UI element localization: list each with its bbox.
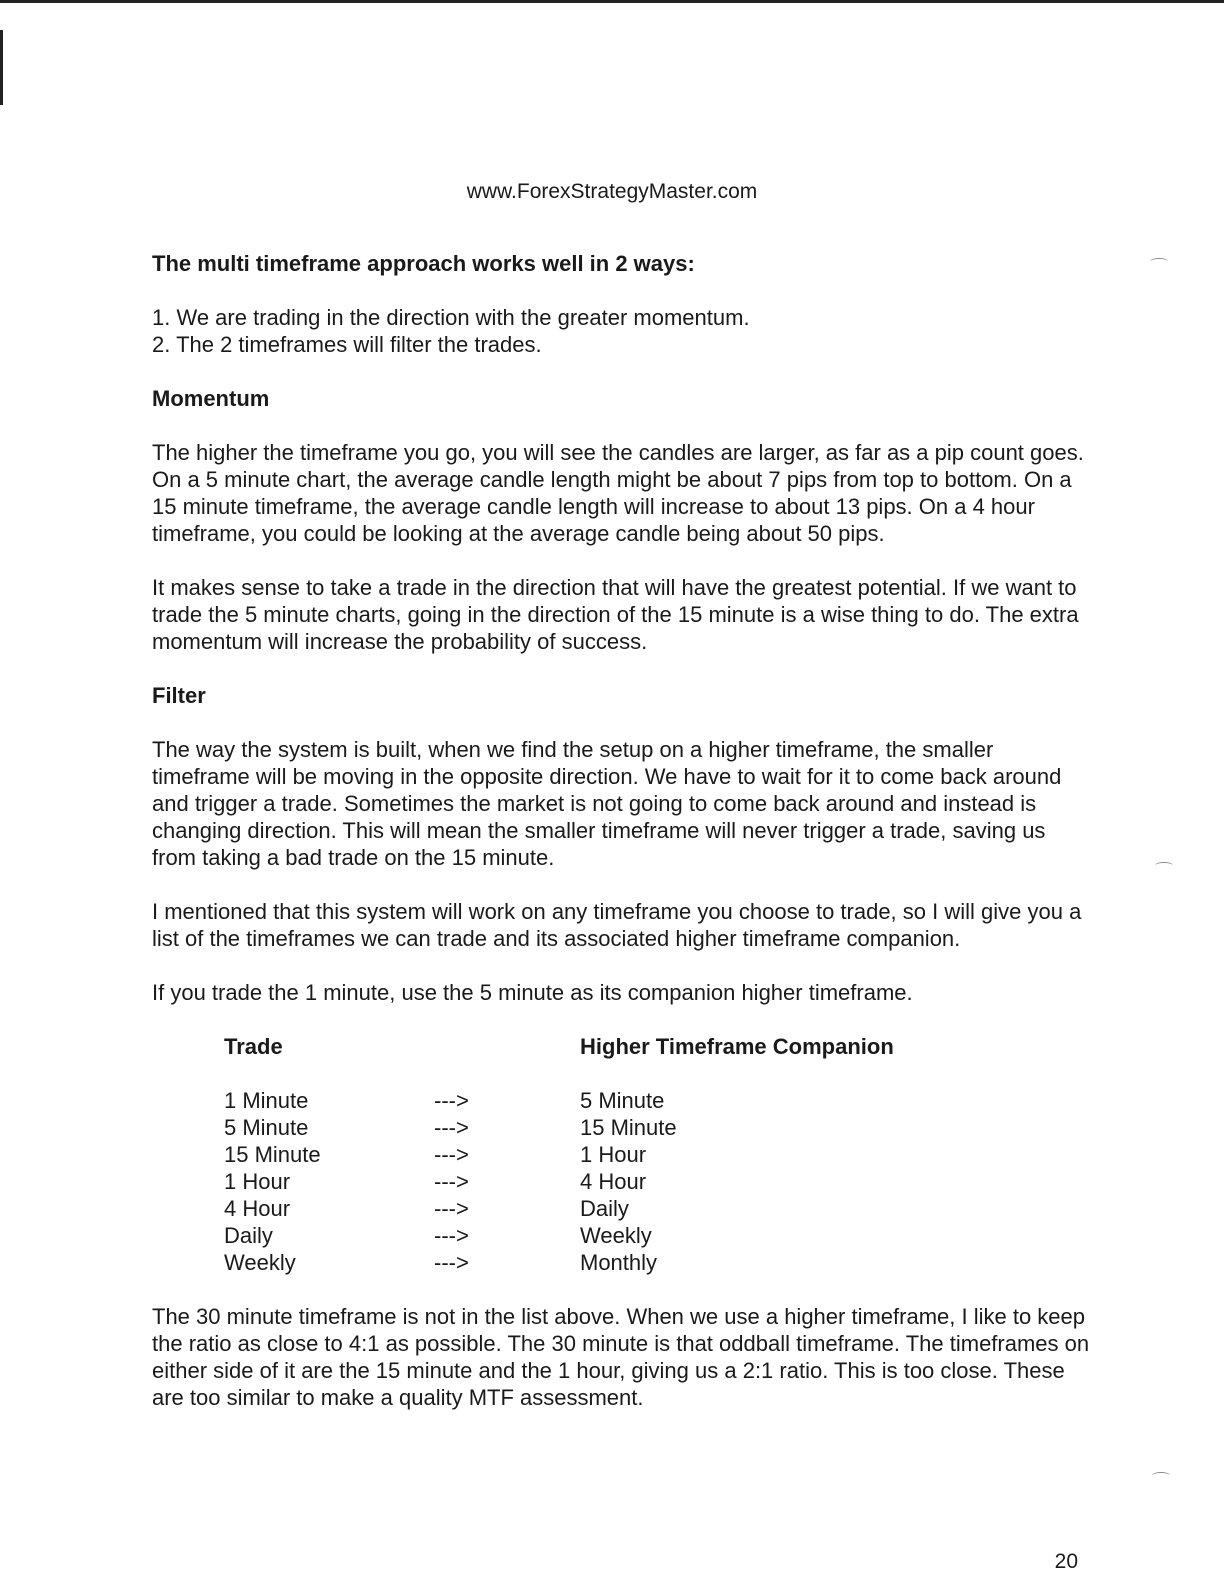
filter-paragraph-2: I mentioned that this system will work on any timeframe you choose to trade, so I will give you a list of the timeframes we can trade and its associated higher timeframe companion. bbox=[152, 899, 1082, 951]
scan-artifact-mark bbox=[1152, 1472, 1170, 1479]
companion-cell: Monthly bbox=[580, 1250, 658, 1275]
arrow-cell: ---> bbox=[434, 1196, 469, 1221]
header-companion: Higher Timeframe Companion bbox=[580, 1034, 894, 1059]
scan-top-edge bbox=[0, 0, 1224, 3]
companion-cell: 5 Minute bbox=[580, 1088, 665, 1113]
trade-cell: Daily bbox=[224, 1223, 273, 1248]
trade-cell: 1 Hour bbox=[224, 1169, 291, 1194]
companion-cell: 1 Hour bbox=[580, 1142, 647, 1167]
companion-cell: Daily bbox=[580, 1196, 629, 1221]
table-row bbox=[224, 1222, 894, 1249]
site-url-header: www.ForexStrategyMaster.com bbox=[466, 180, 758, 203]
arrow-cell: ---> bbox=[434, 1088, 469, 1113]
table-header-row bbox=[224, 1033, 894, 1087]
trade-cell: 4 Hour bbox=[224, 1196, 291, 1221]
intro-list bbox=[152, 304, 1092, 358]
header-trade: Trade bbox=[224, 1034, 283, 1059]
companion-cell: Weekly bbox=[580, 1223, 652, 1248]
document-body bbox=[152, 250, 1092, 1438]
companion-cell: 15 Minute bbox=[580, 1115, 677, 1140]
table-row bbox=[224, 1114, 894, 1141]
table-row bbox=[224, 1168, 894, 1195]
momentum-paragraph-1: The higher the timeframe you go, you will see the candles are larger, as far as a pip count goes. On a 5 minute chart, the average candle length might be about 7 pips from top to bottom. On a 15 minute timeframe, the average candle length will increase to about 13 pips. On a 4 hour timeframe, you could be looking at the average candle being about 50 pips. bbox=[152, 440, 1084, 546]
filter-paragraph-3: If you trade the 1 minute, use the 5 minute as its companion higher timeframe. bbox=[152, 980, 913, 1005]
closing-paragraph: The 30 minute timeframe is not in the list above. When we use a higher timeframe, I like to keep the ratio as close to 4:1 as possible. The 30 minute is that oddball timeframe. The timeframes on either side of it are the 15 minute and the 1 hour, giving us a 2:1 ratio. This is too close. These are too similar to make a quality MTF assessment. bbox=[152, 1304, 1090, 1410]
scan-artifact-mark bbox=[1155, 862, 1173, 869]
trade-cell: 5 Minute bbox=[224, 1115, 309, 1140]
filter-paragraph-1: The way the system is built, when we find the setup on a higher timeframe, the smaller timeframe will be moving in the opposite direction. We have to wait for it to come back around and trigger a trade. Sometimes the market is not going to come back around and instead is changing direction. This will mean the smaller timeframe will never trigger a trade, saving us from taking a bad trade on the 15 minute. bbox=[152, 737, 1062, 870]
scan-left-mark bbox=[0, 30, 3, 105]
page-number: 20 bbox=[1054, 1550, 1078, 1573]
trade-cell: 15 Minute bbox=[224, 1142, 321, 1167]
table-row bbox=[224, 1141, 894, 1168]
arrow-cell: ---> bbox=[434, 1169, 469, 1194]
header-spacer bbox=[434, 1033, 580, 1087]
filter-heading: Filter bbox=[152, 683, 206, 708]
arrow-cell: ---> bbox=[434, 1250, 469, 1275]
momentum-heading: Momentum bbox=[152, 386, 270, 411]
trade-cell: 1 Minute bbox=[224, 1088, 309, 1113]
arrow-cell: ---> bbox=[434, 1142, 469, 1167]
intro-heading: The multi timeframe approach works well in 2 ways: bbox=[152, 251, 695, 276]
companion-cell: 4 Hour bbox=[580, 1169, 647, 1194]
trade-cell: Weekly bbox=[224, 1250, 296, 1275]
timeframe-companion-table bbox=[224, 1033, 894, 1276]
list-item: 1. We are trading in the direction with the greater momentum. bbox=[152, 305, 750, 330]
arrow-cell: ---> bbox=[434, 1223, 469, 1248]
table-row bbox=[224, 1249, 894, 1276]
arrow-cell: ---> bbox=[434, 1115, 469, 1140]
table-row bbox=[224, 1195, 894, 1222]
table-row bbox=[224, 1087, 894, 1114]
list-item: 2. The 2 timeframes will filter the trades. bbox=[152, 332, 542, 357]
scan-artifact-mark bbox=[1150, 258, 1168, 265]
momentum-paragraph-2: It makes sense to take a trade in the direction that will have the greatest potential. If we want to trade the 5 minute charts, going in the direction of the 15 minute is a wise thing to do. The extra momentum will increase the probability of success. bbox=[152, 575, 1079, 654]
